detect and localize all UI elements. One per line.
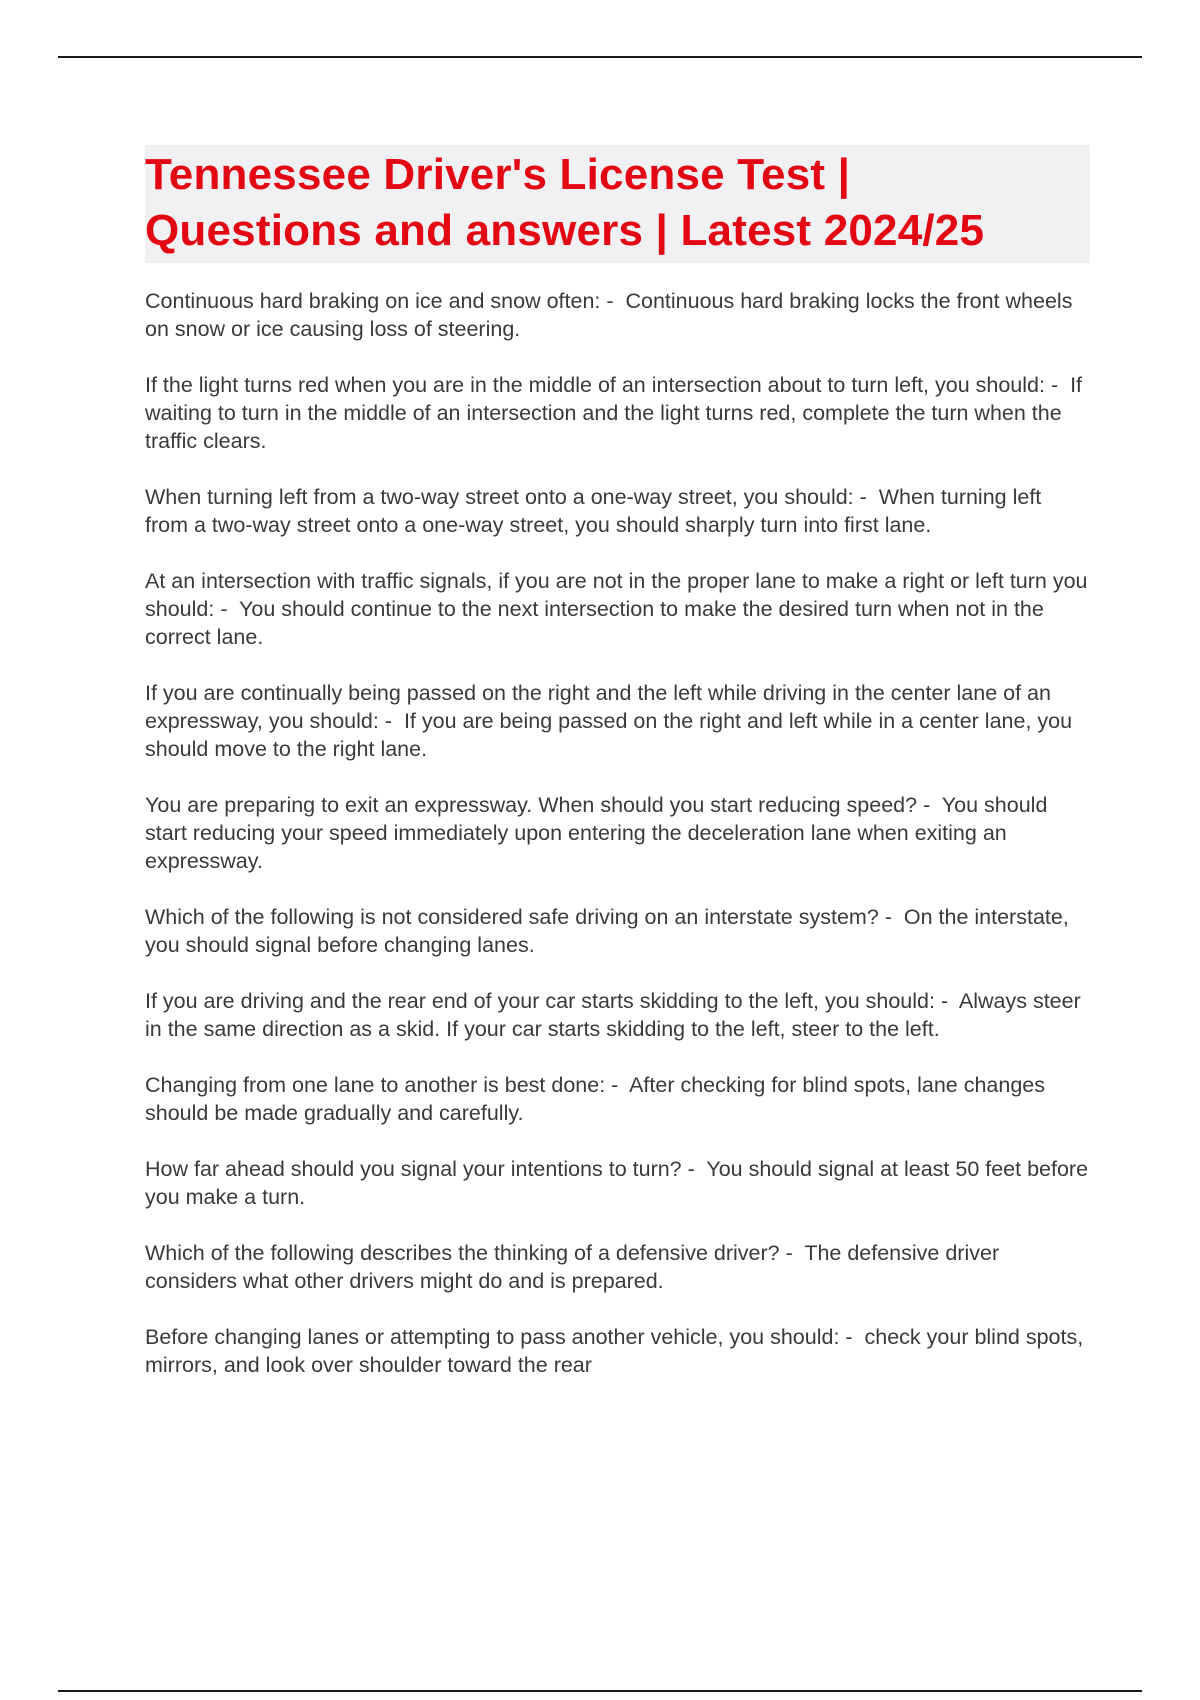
page-bottom-rule: [58, 1690, 1142, 1692]
qa-separator: -: [779, 1241, 805, 1265]
answer-text: On the interstate, you should signal before changing lanes.: [145, 905, 1069, 957]
question-text: Continuous hard braking on ice and snow often:: [145, 289, 601, 313]
qa-item: [145, 371, 1090, 455]
qa-separator: -: [378, 709, 404, 733]
qa-item: [145, 679, 1090, 763]
qa-separator: -: [917, 793, 942, 817]
answer-text: You should continue to the next intersection to make the desired turn when not in the correct lane.: [145, 597, 1044, 649]
question-text: Which of the following is not considered safe driving on an interstate system?: [145, 905, 879, 929]
question-text: When turning left from a two-way street onto a one-way street, you should:: [145, 485, 854, 509]
qa-item: [145, 1155, 1090, 1211]
question-text: If the light turns red when you are in the middle of an intersection about to turn left, you should:: [145, 373, 1045, 397]
answer-text: When turning left from a two-way street onto a one-way street, you should sharply turn into first lane.: [145, 485, 1042, 537]
qa-separator: -: [878, 905, 904, 929]
qa-separator: -: [934, 989, 959, 1013]
qa-item: [145, 1071, 1090, 1127]
question-text: If you are continually being passed on the right and the left while driving in the center lane of an expressway, you should:: [145, 681, 1051, 733]
qa-item: [145, 287, 1090, 343]
question-text: How far ahead should you signal your intentions to turn?: [145, 1157, 682, 1181]
answer-text: The defensive driver considers what other drivers might do and is prepared.: [145, 1241, 1000, 1293]
answer-text: If waiting to turn in the middle of an intersection and the light turns red, complete the turn when the traffic clears.: [145, 373, 1083, 453]
question-text: Changing from one lane to another is best done:: [145, 1073, 606, 1097]
answer-text: Continuous hard braking locks the front wheels on snow or ice causing loss of steering.: [145, 289, 1073, 341]
qa-separator: -: [681, 1157, 707, 1181]
document-title: Tennessee Driver's License Test | Questions and answers | Latest 2024/25: [145, 150, 985, 255]
qa-separator: -: [839, 1325, 865, 1349]
qa-list: [145, 287, 1090, 1379]
answer-text: If you are being passed on the right and left while in a center lane, you should move to the right lane.: [145, 709, 1073, 761]
question-text: At an intersection with traffic signals, if you are not in the proper lane to make a right or left turn you should:: [145, 569, 1088, 621]
qa-item: [145, 1323, 1090, 1379]
qa-item: [145, 987, 1090, 1043]
document-body: [145, 145, 1090, 1407]
answer-text: After checking for blind spots, lane changes should be made gradually and carefully.: [145, 1073, 1045, 1125]
question-text: You are preparing to exit an expressway. When should you start reducing speed?: [145, 793, 918, 817]
qa-separator: -: [605, 1073, 630, 1097]
qa-separator: -: [853, 485, 879, 509]
answer-text: Always steer in the same direction as a skid. If your car starts skidding to the left, steer to the left.: [145, 989, 1081, 1041]
qa-item: [145, 1239, 1090, 1295]
question-text: If you are driving and the rear end of your car starts skidding to the left, you should:: [145, 989, 935, 1013]
answer-text: check your blind spots, mirrors, and look over shoulder toward the rear: [145, 1325, 1084, 1377]
qa-separator: -: [600, 289, 626, 313]
qa-separator: -: [214, 597, 240, 621]
question-text: Before changing lanes or attempting to pass another vehicle, you should:: [145, 1325, 840, 1349]
question-text: Which of the following describes the thinking of a defensive driver?: [145, 1241, 780, 1265]
answer-text: You should signal at least 50 feet before you make a turn.: [145, 1157, 1089, 1209]
qa-separator: -: [1044, 373, 1071, 397]
qa-item: [145, 791, 1090, 875]
qa-item: [145, 903, 1090, 959]
title-block: [145, 145, 1090, 263]
qa-item: [145, 483, 1090, 539]
answer-text: You should start reducing your speed immediately upon entering the deceleration lane when exiting an expressway.: [145, 793, 1048, 873]
page-top-rule: [58, 56, 1142, 58]
qa-item: [145, 567, 1090, 651]
